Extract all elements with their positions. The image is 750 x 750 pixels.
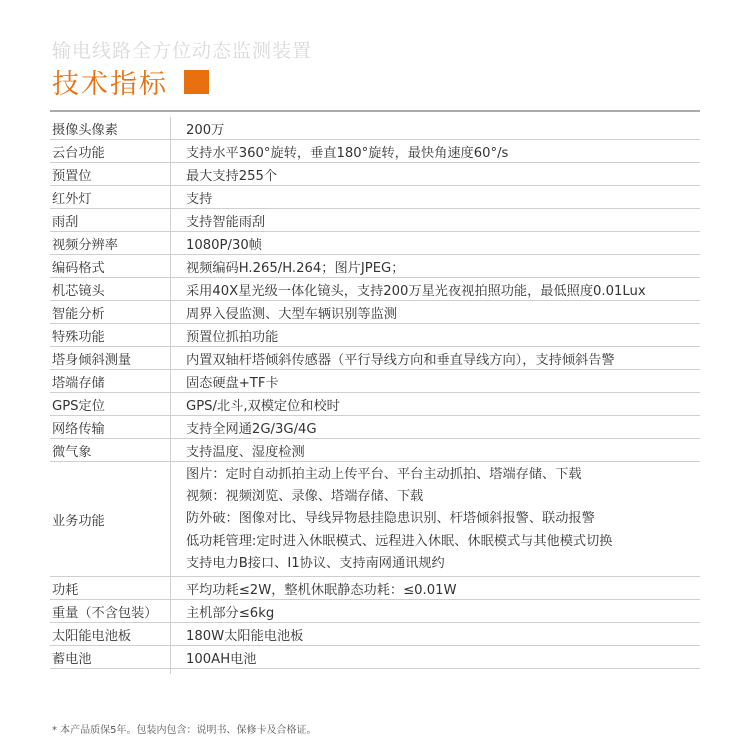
business-line: 低功耗管理:定时进入休眠模式、远程进入休眠、休眠模式与其他模式切换 [186,533,613,549]
spec-value: 采用40X星光级一体化镜头，支持200万星光夜视拍照功能，最低照度0.01Lux [186,284,646,299]
spec-value: 180W太阳能电池板 [186,629,304,644]
business-line: 视频：视频浏览、录像、塔端存储、下载 [186,488,424,504]
spec-value: 预置位抓拍功能 [186,330,279,345]
spec-label: 重量（不含包装） [52,606,158,621]
spec-label: 雨刮 [52,215,79,230]
spec-value-multiline [172,464,700,576]
spec-label: 微气象 [52,445,92,460]
table-row [50,370,700,393]
spec-value: 固态硬盘+TF卡 [186,376,279,391]
table-row [50,140,700,163]
spec-value: 主机部分≤6kg [186,606,275,621]
page-title: 技术指标 [52,69,168,100]
spec-value: 100AH电池 [186,652,257,667]
spec-label: 摄像头像素 [52,123,118,138]
footnote: * 本产品质保5年。包装内包含：说明书、保修卡及合格证。 [52,725,317,736]
spec-value: 200万 [186,123,225,138]
spec-label: GPS定位 [52,399,105,414]
spec-label: 业务功能 [52,514,105,529]
table-row [50,209,700,232]
table-row [50,646,700,669]
spec-label: 编码格式 [52,261,105,276]
table-row [50,439,700,462]
spec-value: 支持智能雨刮 [186,215,266,230]
spec-table [50,117,700,669]
business-line: 图片：定时自动抓拍主动上传平台、平台主动抓拍、塔端存储、下载 [186,466,582,482]
table-row [50,416,700,439]
table-row [50,117,700,140]
table-row [50,577,700,600]
table-row [50,255,700,278]
table-row-business [50,462,700,577]
spec-label: 蓄电池 [52,652,92,667]
table-row [50,600,700,623]
spec-value: 平均功耗≤2W，整机休眠静态功耗：≤0.01W [186,583,457,598]
column-divider [170,117,171,674]
table-row [50,324,700,347]
spec-value: 1080P/30帧 [186,238,262,253]
table-row [50,163,700,186]
spec-value: 支持 [186,192,213,207]
spec-label: 网络传输 [52,422,105,437]
subtitle: 输电线路全方位动态监测装置 [52,40,313,62]
spec-value: 支持温度、湿度检测 [186,445,305,460]
spec-value: 内置双轴杆塔倾斜传感器（平行导线方向和垂直导线方向），支持倾斜告警 [186,353,615,368]
spec-value: 最大支持255个 [186,169,278,184]
table-row [50,278,700,301]
table-row [50,186,700,209]
business-line: 支持电力B接口、I1协议、支持南网通讯规约 [186,556,445,572]
spec-label: 塔端存储 [52,376,105,391]
title-row [52,62,209,101]
table-row [50,393,700,416]
spec-label: 太阳能电池板 [52,629,132,644]
spec-value: 周界入侵监测、大型车辆识别等监测 [186,307,397,322]
spec-label: 塔身倾斜测量 [52,353,132,368]
spec-label: 视频分辨率 [52,238,118,253]
table-row [50,623,700,646]
spec-label: 机芯镜头 [52,284,105,299]
spec-label: 红外灯 [52,192,92,207]
spec-label: 智能分析 [52,307,105,322]
business-line: 防外破：图像对比、导线异物悬挂隐患识别、杆塔倾斜报警、联动报警 [186,511,595,527]
spec-value: 支持全网通2G/3G/4G [186,422,317,437]
table-row [50,347,700,370]
top-rule [50,110,700,112]
spec-value: 视频编码H.265/H.264；图片JPEG； [186,261,405,276]
table-row [50,232,700,255]
spec-label: 云台功能 [52,146,105,161]
spec-label: 功耗 [52,583,79,598]
spec-label: 特殊功能 [52,330,105,345]
spec-value: GPS/北斗,双模定位和校时 [186,399,340,414]
spec-label: 预置位 [52,169,92,184]
spec-value: 支持水平360°旋转，垂直180°旋转，最快角速度60°/s [186,146,509,161]
table-row [50,301,700,324]
orange-square-icon [184,70,209,94]
